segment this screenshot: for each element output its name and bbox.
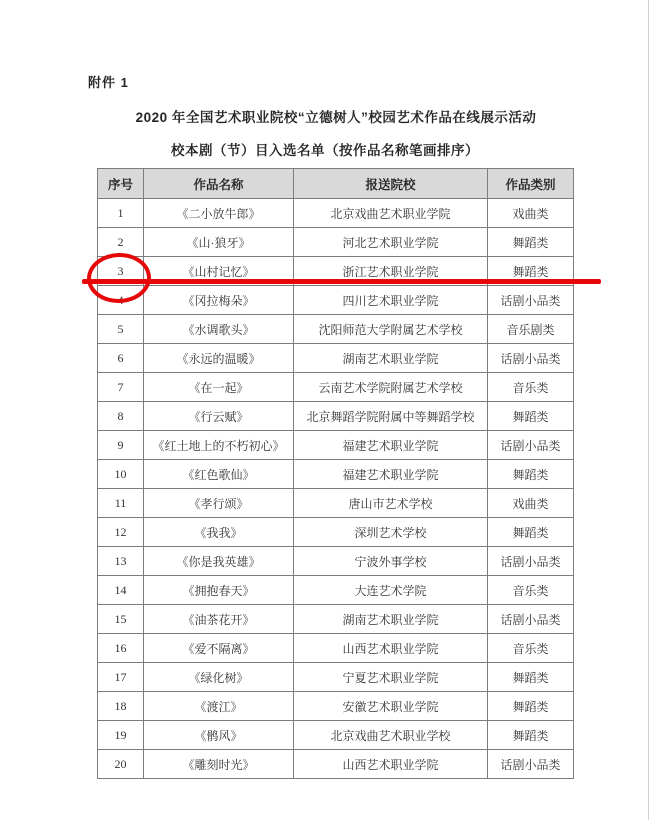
cell-title: 《拥抱春天》 (144, 576, 294, 605)
cell-school: 沈阳师范大学附属艺术学校 (294, 315, 488, 344)
cell-no: 3 (98, 257, 144, 286)
cell-no: 16 (98, 634, 144, 663)
cell-no: 4 (98, 286, 144, 315)
table-row (98, 489, 574, 518)
cell-category: 舞蹈类 (488, 721, 574, 750)
cell-category: 话剧小品类 (488, 547, 574, 576)
cell-category: 音乐类 (488, 373, 574, 402)
cell-category: 话剧小品类 (488, 344, 574, 373)
cell-school: 云南艺术学院附属艺术学校 (294, 373, 488, 402)
cell-title: 《山·狼牙》 (144, 228, 294, 257)
cell-category: 舞蹈类 (488, 518, 574, 547)
cell-category: 戏曲类 (488, 199, 574, 228)
cell-title: 《你是我英雄》 (144, 547, 294, 576)
cell-school: 北京戏曲艺术职业学院 (294, 199, 488, 228)
red-underline-annotation (82, 279, 601, 284)
cell-no: 6 (98, 344, 144, 373)
cell-category: 舞蹈类 (488, 460, 574, 489)
cell-category: 音乐剧类 (488, 315, 574, 344)
cell-category: 音乐类 (488, 576, 574, 605)
table-row (98, 721, 574, 750)
table-row (98, 663, 574, 692)
table-row (98, 286, 574, 315)
table-row (98, 518, 574, 547)
cell-school: 山西艺术职业学院 (294, 750, 488, 779)
cell-school: 福建艺术职业学院 (294, 431, 488, 460)
cell-title: 《山村记忆》 (144, 257, 294, 286)
table-row (98, 750, 574, 779)
selection-list-table (97, 168, 574, 779)
table-row (98, 547, 574, 576)
cell-category: 话剧小品类 (488, 750, 574, 779)
cell-school: 北京戏曲艺术职业学校 (294, 721, 488, 750)
cell-no: 17 (98, 663, 144, 692)
cell-school: 浙江艺术职业学院 (294, 257, 488, 286)
cell-title: 《红色歌仙》 (144, 460, 294, 489)
cell-no: 2 (98, 228, 144, 257)
table-row (98, 431, 574, 460)
cell-title: 《我我》 (144, 518, 294, 547)
cell-title: 《绿化树》 (144, 663, 294, 692)
header-title: 作品名称 (144, 169, 294, 199)
cell-title: 《二小放牛郎》 (144, 199, 294, 228)
cell-title: 《水调歌头》 (144, 315, 294, 344)
document-title: 2020 年全国艺术职业院校“立德树人”校园艺术作品在线展示活动 (135, 110, 537, 125)
header-school: 报送院校 (294, 169, 488, 199)
header-no: 序号 (98, 169, 144, 199)
cell-school: 宁夏艺术职业学院 (294, 663, 488, 692)
cell-category: 话剧小品类 (488, 605, 574, 634)
cell-category: 舞蹈类 (488, 228, 574, 257)
cell-school: 唐山市艺术学校 (294, 489, 488, 518)
cell-no: 14 (98, 576, 144, 605)
table-row (98, 605, 574, 634)
cell-school: 湖南艺术职业学院 (294, 344, 488, 373)
cell-title: 《油茶花开》 (144, 605, 294, 634)
table-row (98, 228, 574, 257)
cell-no: 8 (98, 402, 144, 431)
cell-school: 安徽艺术职业学院 (294, 692, 488, 721)
cell-no: 18 (98, 692, 144, 721)
table-row (98, 402, 574, 431)
cell-school: 福建艺术职业学院 (294, 460, 488, 489)
cell-no: 10 (98, 460, 144, 489)
cell-category: 舞蹈类 (488, 692, 574, 721)
cell-title: 《红土地上的不朽初心》 (144, 431, 294, 460)
cell-category: 舞蹈类 (488, 257, 574, 286)
cell-no: 20 (98, 750, 144, 779)
cell-title: 《渡江》 (144, 692, 294, 721)
cell-school: 山西艺术职业学院 (294, 634, 488, 663)
cell-no: 15 (98, 605, 144, 634)
cell-school: 深圳艺术学校 (294, 518, 488, 547)
cell-no: 5 (98, 315, 144, 344)
cell-no: 7 (98, 373, 144, 402)
cell-category: 舞蹈类 (488, 402, 574, 431)
cell-school: 大连艺术学院 (294, 576, 488, 605)
cell-title: 《雕刻时光》 (144, 750, 294, 779)
cell-title: 《爱不隔离》 (144, 634, 294, 663)
cell-school: 湖南艺术职业学院 (294, 605, 488, 634)
table-row (98, 199, 574, 228)
cell-no: 12 (98, 518, 144, 547)
attachment-label: 附件 1 (88, 75, 129, 90)
table-row (98, 576, 574, 605)
cell-no: 13 (98, 547, 144, 576)
table-row (98, 460, 574, 489)
document-subtitle: 校本剧（节）目入选名单（按作品名称笔画排序） (171, 143, 479, 158)
cell-title: 《孝行颂》 (144, 489, 294, 518)
cell-no: 11 (98, 489, 144, 518)
cell-title: 《鹘风》 (144, 721, 294, 750)
table-body (98, 199, 574, 779)
cell-title: 《在一起》 (144, 373, 294, 402)
cell-category: 戏曲类 (488, 489, 574, 518)
cell-title: 《冈拉梅朵》 (144, 286, 294, 315)
table-row (98, 315, 574, 344)
cell-no: 9 (98, 431, 144, 460)
table-row (98, 373, 574, 402)
cell-category: 话剧小品类 (488, 431, 574, 460)
cell-category: 话剧小品类 (488, 286, 574, 315)
cell-title: 《永远的温暖》 (144, 344, 294, 373)
table-header-row (98, 169, 574, 199)
cell-no: 19 (98, 721, 144, 750)
table-row (98, 692, 574, 721)
cell-school: 四川艺术职业学院 (294, 286, 488, 315)
cell-category: 舞蹈类 (488, 663, 574, 692)
cell-title: 《行云赋》 (144, 402, 294, 431)
table-row (98, 634, 574, 663)
cell-school: 北京舞蹈学院附属中等舞蹈学校 (294, 402, 488, 431)
cell-school: 宁波外事学校 (294, 547, 488, 576)
table-row (98, 344, 574, 373)
header-category: 作品类别 (488, 169, 574, 199)
cell-no: 1 (98, 199, 144, 228)
cell-category: 音乐类 (488, 634, 574, 663)
cell-school: 河北艺术职业学院 (294, 228, 488, 257)
